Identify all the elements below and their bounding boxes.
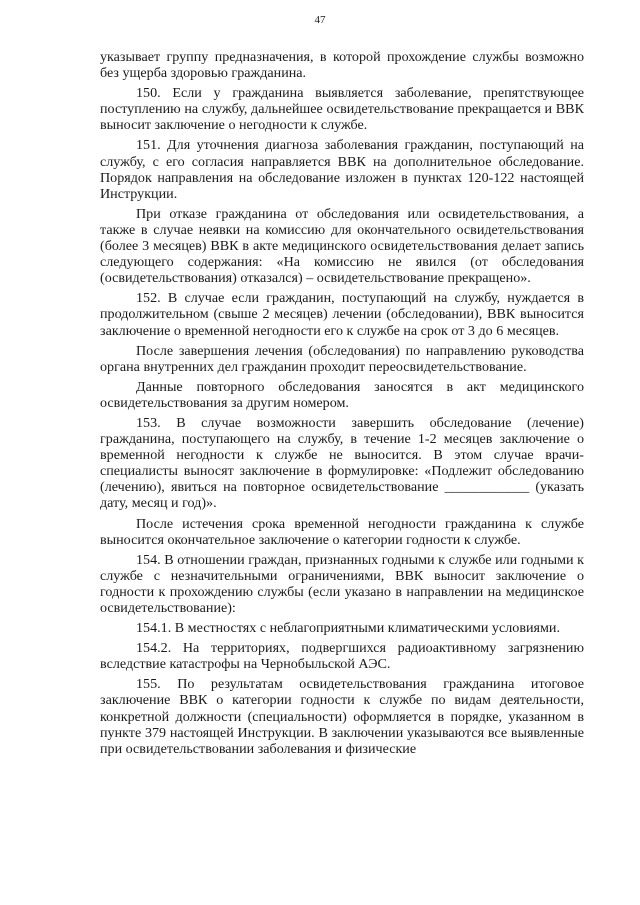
paragraph: 151. Для уточнения диагноза заболевания гражданин, поступающий на службу, с его согласия направляется ВВК на дополнительное обследование. Порядок направления на обследование изложен в пунктах 120-122 настоящей Инструкции. [100,137,584,202]
paragraph: При отказе гражданина от обследования или освидетельствования, а также в случае неявки на комиссию для окончательного освидетельствования (более 3 месяцев) ВВК в акте медицинского освидетельствования делает запись следующего содержания: «На комиссию не явился (от обследования (освидетельствования) отказался) – освидетельствование прекращено». [100,205,584,287]
document-body [100,49,584,761]
paragraph: После завершения лечения (обследования) по направлению руководства органа внутренних дел гражданин проходит переосвидетельствование. [100,342,584,375]
paragraph: После истечения срока временной негодности гражданина к службе выносится окончательное заключение о категории годности к службе. [100,515,584,548]
paragraph: указывает группу предназначения, в которой прохождение службы возможно без ущерба здоровью гражданина. [100,49,584,82]
paragraph: 150. Если у гражданина выявляется заболевание, препятствующее поступлению на службу, дальнейшее освидетельствование прекращается и ВВК выносит заключение о негодности к службе. [100,85,584,134]
paragraph: 152. В случае если гражданин, поступающий на службу, нуждается в продолжительном (свыше 2 месяцев) лечении (обследовании), ВВК выносится заключение о временной негодности его к службе на срок от 3 до 6 месяцев. [100,290,584,339]
page-number: 47 [314,14,326,26]
paragraph: 154.1. В местностях с неблагоприятными климатическими условиями. [136,620,560,637]
paragraph: 154.2. На территориях, подвергшихся радиоактивному загрязнению вследствие катастрофы на Чернобыльской АЭС. [100,640,584,673]
paragraph: Данные повторного обследования заносятся в акт медицинского освидетельствования за другим номером. [100,378,584,411]
paragraph: 153. В случае возможности завершить обследование (лечение) гражданина, поступающего на службу, в течение 1-2 месяцев заключение о временной негодности к службе не выносится. В этом случае врачи-специалисты выносят заключение в формулировке: «Подлежит обследованию (лечению), явиться на повторное освидетельствование ____________ (указать дату, месяц и год)». [100,414,584,512]
paragraph: 154. В отношении граждан, признанных годными к службе или годными к службе с незначительными ограничениями, ВВК выносит заключение о годности к прохождению службы (если указано в направлении на медицинское освидетельствование): [100,551,584,616]
paragraph: 155. По результатам освидетельствования гражданина итоговое заключение ВВК о категории годности к службе по видам деятельности, конкретной должности (специальности) оформляется в порядке, указанном в пункте 379 настоящей Инструкции. В заключении указываются все выявленные при освидетельствовании заболевания и физические [100,676,584,757]
